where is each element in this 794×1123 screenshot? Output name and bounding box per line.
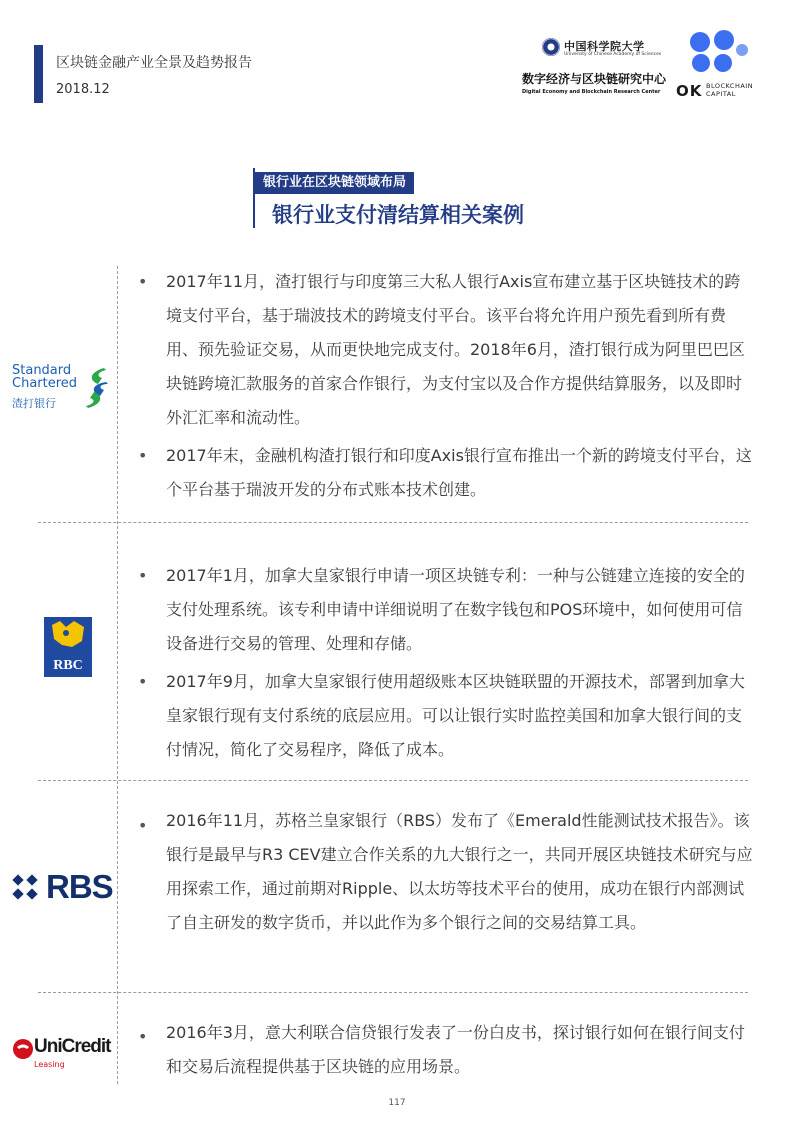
ok-logo-subtext-line2: CAPITAL — [706, 90, 736, 98]
rbs-daisy-icon — [10, 872, 40, 902]
bullet-icon: • — [138, 446, 148, 465]
rbs-wordmark: RBS — [46, 868, 113, 905]
page-number: 117 — [388, 1098, 406, 1108]
sc-wordmark-line2: Chartered — [12, 376, 78, 391]
case-paragraph: 2017年9月，加拿大皇家银行使用超级账本区块链联盟的开源技术，部署到加拿大皇家银行现有支付系统的底层应用。可以让银行实时监控美国和加拿大银行间的支付情况，简化了交易程序，降低了成本。 — [166, 672, 745, 759]
horizontal-divider — [38, 780, 748, 781]
rbc-shield-icon — [44, 617, 92, 677]
ok-dot-icon — [736, 44, 748, 56]
rbs-logo — [10, 868, 114, 908]
section-tag: 银行业在区块链领域布局 — [255, 172, 414, 194]
bullet-icon: • — [138, 566, 148, 585]
ok-blockchain-capital-logo — [676, 30, 776, 102]
ok-logo-subtext — [706, 82, 753, 98]
ok-dot-icon — [714, 30, 734, 50]
case-paragraph: 2017年11月，渣打银行与印度第三大私人银行Axis宣布建立基于区块链技术的跨境支付平台，基于瑞波技术的跨境支付平台。该平台将允许用户预先看到所有费用、预先验证交易，从而更快地完成支付。2018年6月，渣打银行成为阿里巴巴区块链跨境汇款服务的首家合作银行，为支付宝以及合作方提供结算服务，以及即时外汇汇率和流动性。 — [166, 272, 745, 427]
ucas-name: 中国科学院大学 — [564, 40, 645, 53]
header-accent-bar — [34, 45, 43, 103]
report-date: 2018.12 — [56, 82, 110, 97]
standard-chartered-swirl-icon — [84, 366, 110, 410]
bullet-icon: • — [138, 272, 148, 291]
ok-logo-text: OK — [676, 82, 703, 100]
ok-dot-icon — [714, 54, 732, 72]
unicredit-logo — [12, 1036, 116, 1072]
horizontal-divider — [38, 522, 748, 523]
case-paragraph: 2016年11月，苏格兰皇家银行（RBS）发布了《Emerald性能测试技术报告》。该银行是最早与R3 CEV建立合作关系的九大银行之一，共同开展区块链技术研究与应用探索工作，通过前期对Ripple、以太坊等技术平台的使用，成功在银行内部测试了自主研发的数字货币，并以此作为多个银行之间的交易结算工具。 — [166, 811, 753, 932]
bullet-icon: • — [138, 1027, 148, 1046]
standard-chartered-wordmark — [12, 364, 77, 390]
case-paragraph: 2017年末，金融机构渣打银行和印度Axis银行宣布推出一个新的跨境支付平台，这个平台基于瑞波开发的分布式账本技术创建。 — [166, 446, 752, 499]
case-paragraph: 2017年1月，加拿大皇家银行申请一项区块链专利：一种与公链建立连接的安全的支付处理系统。该专利申请中详细说明了在数字钱包和POS环境中，如何使用可信设备进行交易的管理、处理和存储。 — [166, 566, 745, 653]
horizontal-divider — [38, 992, 748, 993]
case-paragraph: 2016年3月，意大利联合信贷银行发表了一份白皮书，探讨银行如何在银行间支付和交易后流程提供基于区块链的应用场景。 — [166, 1023, 745, 1076]
ucas-emblem-icon — [542, 38, 560, 56]
rbc-logo — [44, 617, 92, 677]
sc-wordmark-line1: Standard — [12, 363, 72, 378]
unicredit-wordmark: UniCredit — [34, 1036, 111, 1057]
ucas-logo — [522, 38, 668, 100]
standard-chartered-chinese-name: 渣打银行 — [12, 397, 56, 410]
rbc-logo-text: RBC — [53, 658, 83, 673]
bullet-icon: • — [138, 672, 148, 691]
ok-dot-icon — [690, 32, 710, 52]
ucas-english-name: University of Chinese Academy of Sciences — [564, 52, 662, 57]
ok-dot-icon — [692, 54, 710, 72]
bullet-icon: • — [138, 816, 148, 835]
research-center-name: 数字经济与区块链研究中心 — [522, 72, 667, 86]
report-title: 区块链金融产业全景及趋势报告 — [56, 55, 252, 71]
unicredit-mark-icon — [12, 1038, 34, 1060]
section-title: 银行业支付清结算相关案例 — [272, 203, 524, 227]
standard-chartered-logo — [12, 364, 112, 412]
ok-logo-subtext-line1: BLOCKCHAIN — [706, 82, 754, 90]
vertical-divider — [117, 266, 118, 1084]
research-center-english-name: Digital Economy and Blockchain Research Center — [522, 89, 661, 95]
unicredit-leasing-label: Leasing — [34, 1060, 65, 1069]
